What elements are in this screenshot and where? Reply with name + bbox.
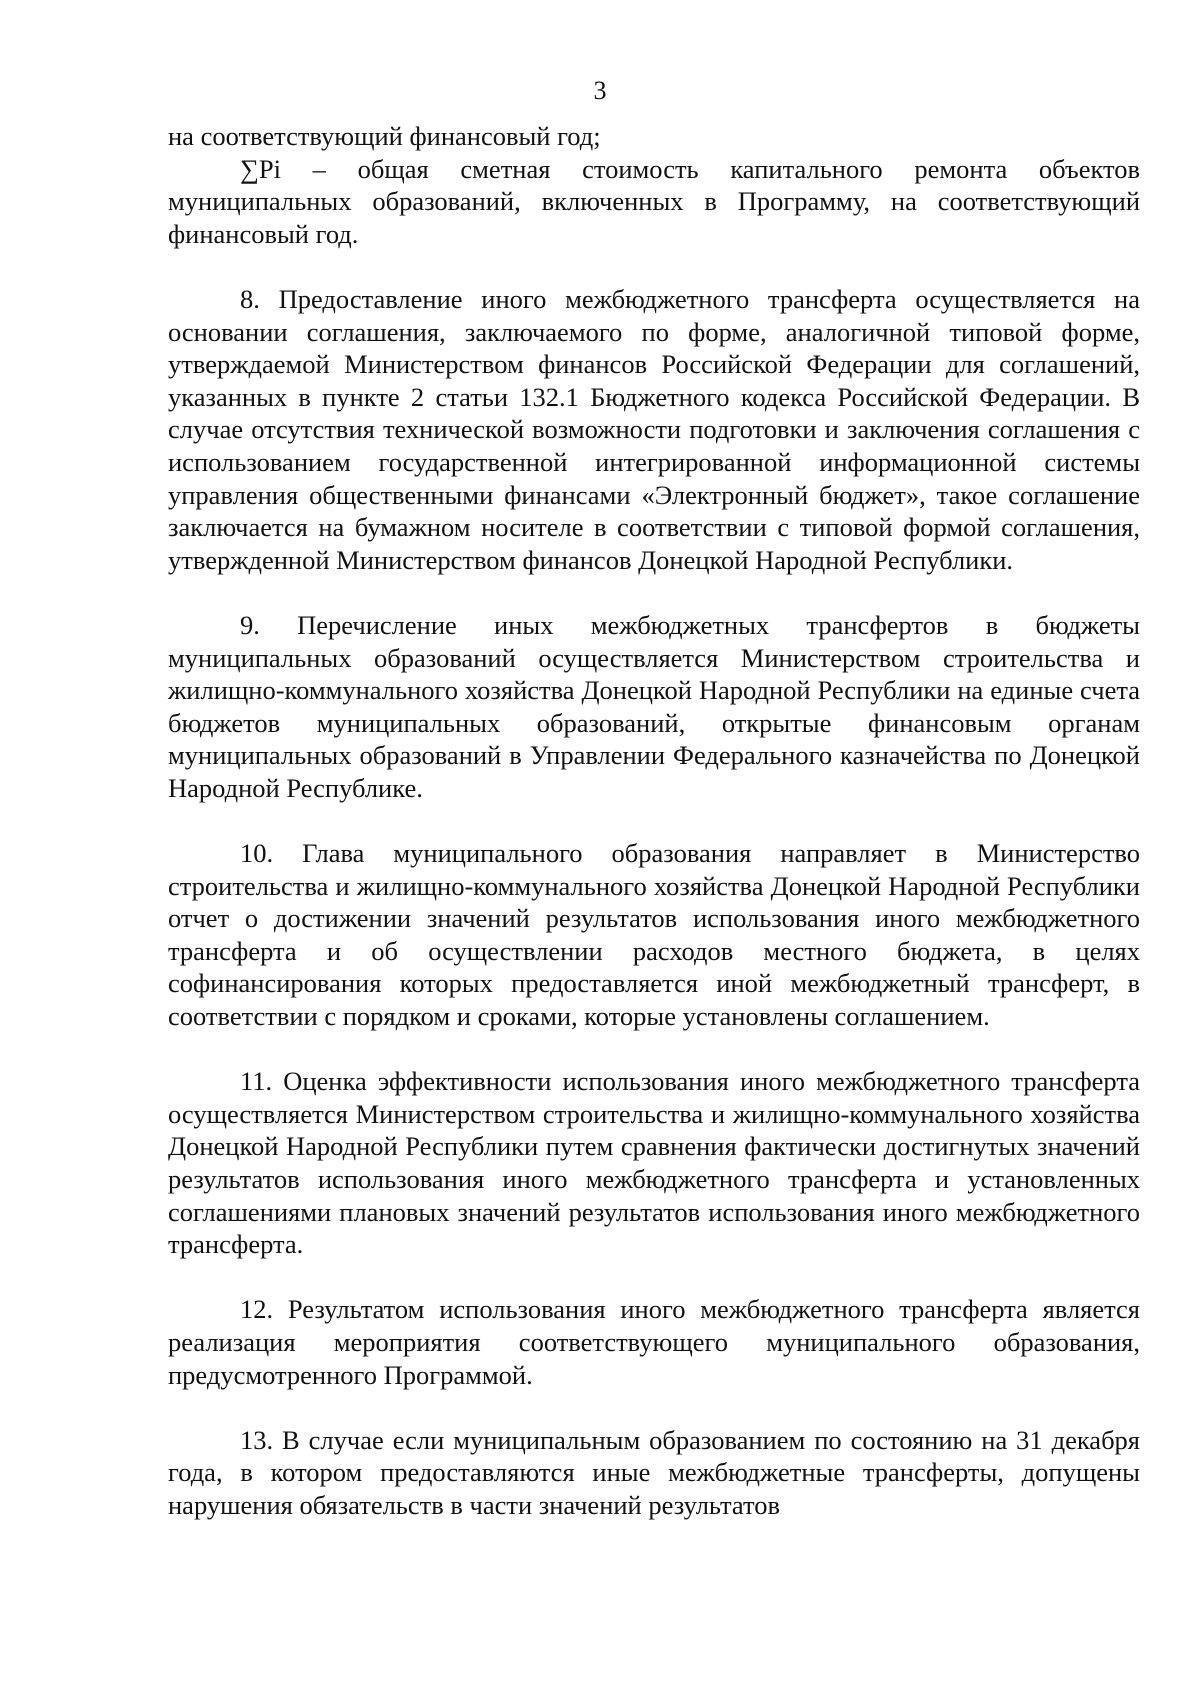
paragraph-11: 11. Оценка эффективности использования иного межбюджетного трансферта осуществляется Министерством строительства и жилищно-коммунального хозяйства Донецкой Народной Республики путем сравнения фактически достигнутых значений результатов использования иного межбюджетного трансферта и установленных соглашениями плановых значений результатов использования иного межбюджетного трансферта. xyxy=(168,1066,1140,1260)
document-body xyxy=(168,120,1140,1522)
paragraph-12: 12. Результатом использования иного межбюджетного трансферта является реализация мероприятия соответствующего муниципального образования, предусмотренного Программой. xyxy=(168,1294,1140,1390)
paragraph-8: 8. Предоставление иного межбюджетного трансферта осуществляется на основании соглашения, заключаемого по форме, аналогичной типовой форме, утверждаемой Министерством финансов Российской Федерации для соглашений, указанных в пункте 2 статьи 132.1 Бюджетного кодекса Российской Федерации. В случае отсутствия технической возможности подготовки и заключения соглашения с использованием государственной интегрированной информационной системы управления общественными финансами «Электронный бюджет», такое соглашение заключается на бумажном носителе в соответствии с типовой формой соглашения, утвержденной Министерством финансов Донецкой Народной Республики. xyxy=(168,283,1140,575)
paragraph-fragment: на соответствующий финансовый год; xyxy=(168,121,601,151)
page-number: 3 xyxy=(593,76,607,105)
paragraph-10: 10. Глава муниципального образования направляет в Министерство строительства и жилищно-коммунального хозяйства Донецкой Народной Республики отчет о достижении значений результатов использования иного межбюджетного трансферта и об осуществлении расходов местного бюджета, в целях софинансирования которых предоставляется иной межбюджетный трансферт, в соответствии с порядком и сроками, которые установлены соглашением. xyxy=(168,838,1140,1032)
paragraph-13: 13. В случае если муниципальным образованием по состоянию на 31 декабря года, в котором предоставляются иные межбюджетные трансферты, допущены нарушения обязательств в части значений результатов xyxy=(168,1424,1140,1520)
paragraph-formula-definition: ∑Pi – общая сметная стоимость капитального ремонта объектов муниципальных образований, включенных в Программу, на соответствующий финансовый год. xyxy=(168,153,1140,249)
paragraph-9: 9. Перечисление иных межбюджетных трансфертов в бюджеты муниципальных образований осуществляется Министерством строительства и жилищно-коммунального хозяйства Донецкой Народной Республики на единые счета бюджетов муниципальных образований, открытые финансовым органам муниципальных образований в Управлении Федерального казначейства по Донецкой Народной Республике. xyxy=(168,609,1140,803)
